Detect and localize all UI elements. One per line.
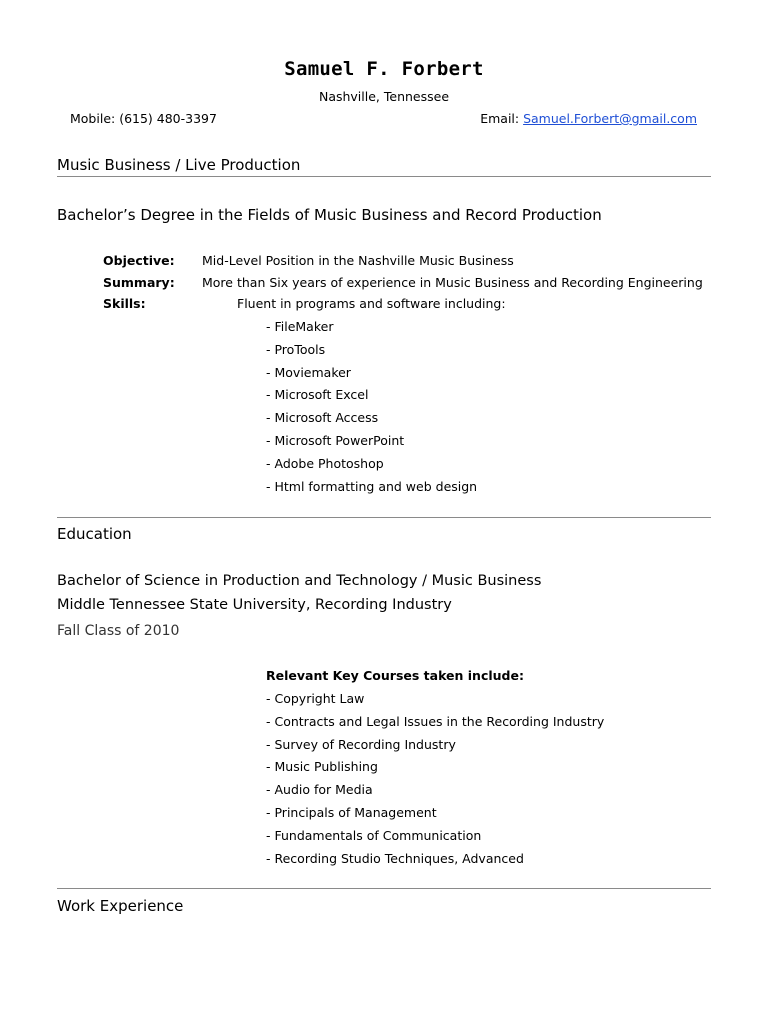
objective-label: Objective: bbox=[103, 253, 175, 268]
email-link[interactable]: Samuel.Forbert@gmail.com bbox=[523, 111, 697, 126]
courses-list bbox=[266, 691, 604, 873]
email-label: Email: bbox=[480, 111, 524, 126]
section-divider bbox=[57, 888, 711, 889]
section-divider bbox=[57, 517, 711, 518]
list-item: - Microsoft Excel bbox=[266, 387, 369, 403]
email-line bbox=[480, 111, 697, 126]
profile-heading: Music Business / Live Production bbox=[57, 156, 301, 174]
courses-heading: Relevant Key Courses taken include: bbox=[266, 668, 524, 683]
list-item: - Microsoft Access bbox=[266, 410, 379, 426]
education-class: Fall Class of 2010 bbox=[57, 623, 180, 639]
summary-value: More than Six years of experience in Music Business and Recording Engineering bbox=[202, 275, 703, 290]
mobile-number: Mobile: (615) 480-3397 bbox=[70, 111, 217, 126]
education-school: Middle Tennessee State University, Recording Industry bbox=[57, 597, 452, 613]
list-item: - Adobe Photoshop bbox=[266, 455, 384, 471]
list-item: - Recording Studio Techniques, Advanced bbox=[266, 850, 524, 866]
list-item: - Survey of Recording Industry bbox=[266, 736, 456, 752]
list-item: - Music Publishing bbox=[266, 759, 378, 775]
list-item: - Copyright Law bbox=[266, 691, 365, 706]
list-item: - FileMaker bbox=[266, 319, 334, 334]
objective-value: Mid-Level Position in the Nashville Music Business bbox=[202, 253, 514, 268]
skills-list bbox=[266, 319, 477, 501]
work-heading: Work Experience bbox=[57, 897, 184, 915]
skills-label: Skills: bbox=[103, 296, 146, 311]
list-item: - Html formatting and web design bbox=[266, 478, 478, 494]
list-item: - Fundamentals of Communication bbox=[266, 827, 482, 843]
list-item: - Contracts and Legal Issues in the Recording Industry bbox=[266, 713, 605, 729]
list-item: - Microsoft PowerPoint bbox=[266, 432, 405, 448]
list-item: - ProTools bbox=[266, 341, 326, 357]
skills-intro: Fluent in programs and software including: bbox=[237, 296, 506, 311]
resume-name: Samuel F. Forbert bbox=[284, 58, 484, 80]
resume-location: Nashville, Tennessee bbox=[318, 89, 450, 104]
summary-label: Summary: bbox=[103, 275, 175, 290]
section-divider bbox=[57, 176, 711, 177]
education-heading: Education bbox=[57, 525, 132, 543]
list-item: - Audio for Media bbox=[266, 782, 373, 798]
education-degree: Bachelor of Science in Production and Technology / Music Business bbox=[57, 573, 542, 589]
degree-title: Bachelor’s Degree in the Fields of Music Business and Record Production bbox=[57, 206, 602, 224]
list-item: - Moviemaker bbox=[266, 364, 351, 380]
list-item: - Principals of Management bbox=[266, 804, 437, 820]
